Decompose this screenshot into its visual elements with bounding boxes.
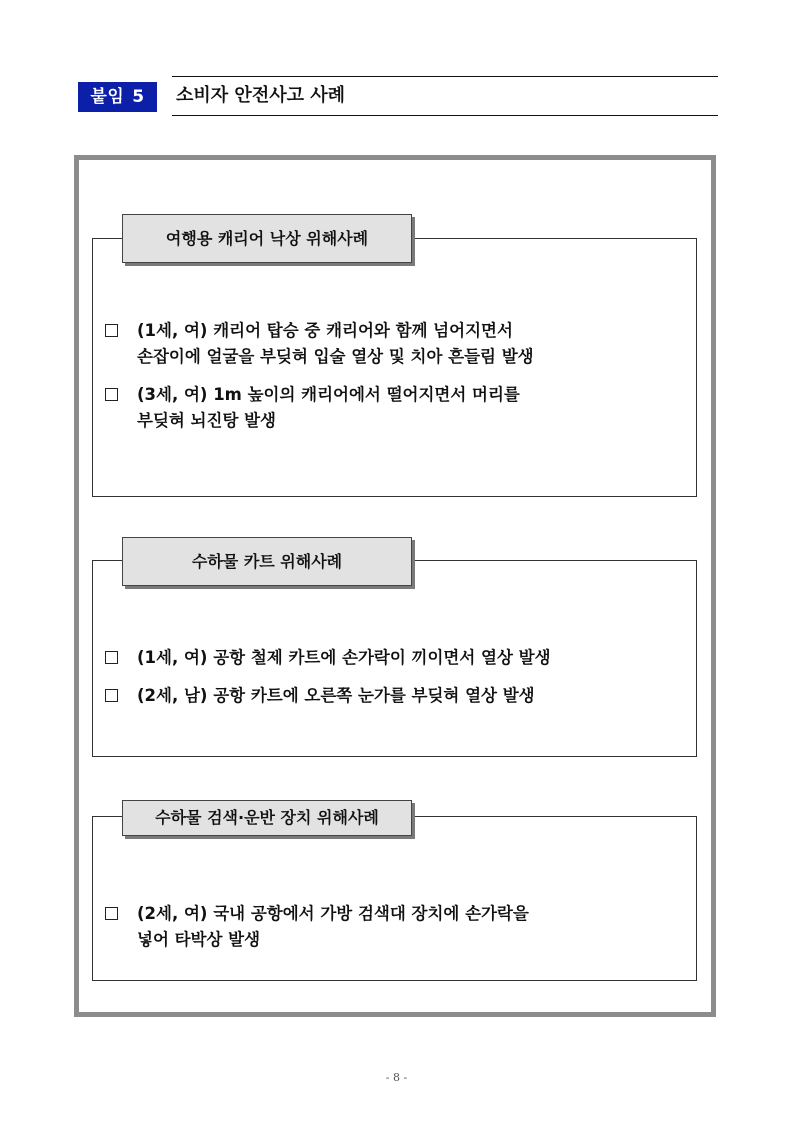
list-item	[105, 683, 551, 709]
checkbox-icon	[105, 907, 118, 920]
list-item	[105, 382, 534, 434]
list-item	[105, 645, 551, 671]
case-text-line: (2세, 남) 공항 카트에 오른쪽 눈가를 부딪혀 열상 발생	[137, 686, 535, 705]
section-label-screening: 수하물 검색·운반 장치 위해사례	[122, 800, 412, 836]
attachment-badge-number: 5	[132, 87, 145, 107]
attachment-badge	[78, 82, 157, 112]
case-text-line: (2세, 여) 국내 공항에서 가방 검색대 장치에 손가락을	[137, 904, 529, 923]
checkbox-icon	[105, 388, 118, 401]
case-text-line: (1세, 여) 캐리어 탑승 중 캐리어와 함께 넘어지면서	[137, 321, 513, 340]
case-text-line: (1세, 여) 공항 철제 카트에 손가락이 끼이면서 열상 발생	[137, 648, 551, 667]
case-text-line: 손잡이에 얼굴을 부딪혀 입술 열상 및 치아 흔들림 발생	[137, 347, 534, 366]
attachment-title: 소비자 안전사고 사례	[176, 85, 346, 106]
case-text-line: (3세, 여) 1m 높이의 캐리어에서 떨어지면서 머리를	[137, 385, 520, 404]
section-label-cart: 수하물 카트 위해사례	[122, 537, 412, 586]
checkbox-icon	[105, 689, 118, 702]
list-item	[105, 901, 529, 953]
checkbox-icon	[105, 651, 118, 664]
list-item	[105, 318, 534, 370]
case-list-carrier	[105, 318, 534, 446]
checkbox-icon	[105, 324, 118, 337]
page-number: - 8 -	[385, 1071, 408, 1084]
attachment-header	[78, 76, 718, 116]
case-text-line: 넣어 타박상 발생	[137, 930, 261, 949]
case-text-line: 부딪혀 뇌진탕 발생	[137, 411, 277, 430]
case-list-screening	[105, 901, 529, 965]
case-list-cart	[105, 645, 551, 721]
attachment-title-rule	[172, 76, 718, 116]
attachment-badge-label: 붙임	[90, 87, 125, 107]
section-label-carrier: 여행용 캐리어 낙상 위해사례	[122, 214, 412, 263]
